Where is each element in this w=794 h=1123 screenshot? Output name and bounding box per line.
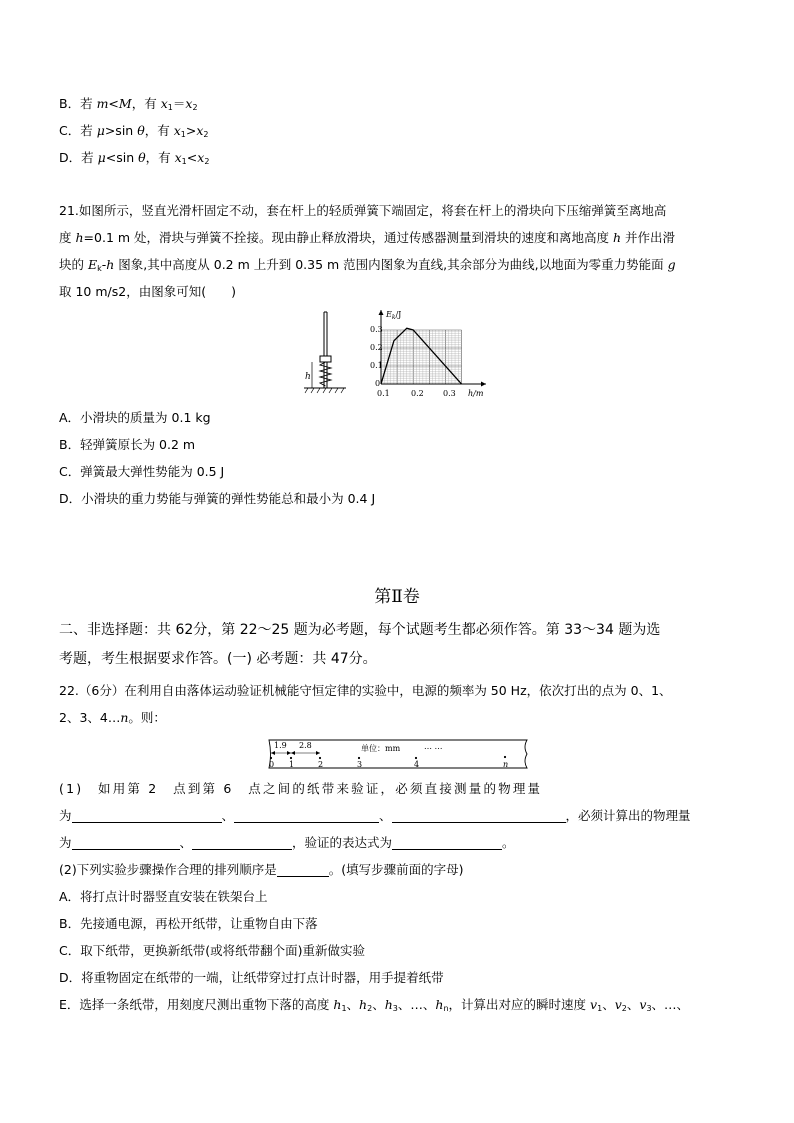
q21-option-d: D．小滑块的重力势能与弹簧的弹性势能总和最小为 0.4 J [59, 491, 376, 506]
blank-4[interactable] [72, 837, 180, 850]
option-d-prev: D．若 μ<sin θ，有 $x_1<x_2$ [59, 150, 210, 166]
y-tick-0: 0 [375, 379, 381, 388]
q22-p2: (2)下列实验步骤操作合理的排列顺序是 。(填写步骤前面的字母) [59, 862, 464, 877]
y-axis-unit: /J [395, 310, 402, 319]
q22-p1-line1: (1) 如用第 2 点到第 6 点之间的纸带来验证，必须直接测量的物理量 [59, 781, 543, 796]
q22-step-e: E．选择一条纸带，用刻度尺测出重物下落的高度 $h_1$、$h_2$、$h_3$、…、$h_n$，计算出对应的瞬时速度 $v_1$、$v_2$、$v_3$、…、 [59, 997, 690, 1013]
q22-p1-line2: 为 、 、 ，必须计算出的物理量 [59, 808, 691, 823]
tape-label-n: n [503, 760, 509, 769]
blank-6[interactable] [392, 837, 502, 850]
q21-line4: 取 10 m/s2，由图象可知( ) [59, 284, 236, 299]
q21-option-b: B．轻弹簧原长为 0.2 m [59, 437, 196, 452]
q22-step-b: B．先接通电源，再松开纸带，让重物自由下落 [59, 916, 318, 931]
tape-label-4: 4 [414, 760, 420, 769]
paper-tape-figure [265, 737, 531, 771]
q22-step-a: A．将打点计时器竖直安装在铁架台上 [59, 889, 268, 904]
tape-d1: 1.9 [274, 741, 287, 750]
blank-5[interactable] [192, 837, 292, 850]
tape-label-0: 0 [269, 760, 275, 769]
tape-d2: 2.8 [299, 741, 312, 750]
q22-p1-line3: 为 、 ，验证的表达式为 。 [59, 835, 515, 850]
ek-h-curve [381, 328, 462, 384]
blank-1[interactable] [72, 810, 222, 823]
spring-height-label: h [305, 372, 311, 382]
x-tick-0.1: 0.1 [377, 389, 390, 398]
q21-option-a: A．小滑块的质量为 0.1 kg [59, 410, 211, 425]
tape-label-1: 1 [289, 760, 295, 769]
q22-line1: 22.（6分）在利用自由落体运动验证机械能守恒定律的实验中，电源的频率为 50 Hz，依次打出的点为 0、1、 [59, 683, 672, 698]
x-tick-0.3: 0.3 [443, 389, 456, 398]
tape-label-3: 3 [357, 760, 363, 769]
tape-dots: … … [424, 742, 443, 751]
blank-3[interactable] [392, 810, 566, 823]
section-title: 第Ⅱ卷 [374, 587, 420, 607]
y-axis-sub: k [391, 314, 396, 321]
y-tick-0.1: 0.1 [370, 361, 383, 370]
q21-line3: 块的 $E_k-h$ 图象,其中高度从 0.2 m 上升到 0.35 m 范围内图象为直线,其余部分为曲线,以地面为零重力势能面 g [59, 257, 676, 273]
q22-step-d: D．将重物固定在纸带的一端，让纸带穿过打点计时器，用手提着纸带 [59, 970, 444, 985]
x-axis-label: h/m [468, 389, 484, 398]
option-c-prev: C．若 μ>sin θ，有 $x_1>x_2$ [59, 123, 209, 139]
section-desc-line2: 考题，考生根据要求作答。(一) 必考题：共 47分。 [59, 651, 377, 667]
q21-line1: 21.如图所示，竖直光滑杆固定不动，套在杆上的轻质弹簧下端固定，将套在杆上的滑块向下压缩弹簧至离地高 [59, 203, 667, 218]
spring-apparatus-figure [300, 310, 350, 396]
tape-unit: 单位：mm [361, 744, 401, 753]
x-tick-0.2: 0.2 [411, 389, 424, 398]
ek-h-chart [362, 307, 492, 403]
y-tick-0.2: 0.2 [370, 343, 383, 352]
section-desc-line1: 二、非选择题：共 62分，第 22～25 题为必考题，每个试题考生都必须作答。第 33～34 题为选 [59, 622, 661, 638]
q22-line2: 2、3、4…n。则： [59, 710, 166, 725]
y-tick-0.3: 0.3 [370, 325, 383, 334]
tape-label-2: 2 [318, 760, 324, 769]
blank-7[interactable] [277, 864, 329, 877]
y-axis-label: E [386, 310, 392, 319]
svg-text:Ek/J [385, 310, 401, 321]
q21-line2: 度 h=0.1 m 处，滑块与弹簧不拴接。现由静止释放滑块，通过传感器测量到滑块的速度和离地高度 h 并作出滑 [59, 230, 676, 245]
q22-step-c: C．取下纸带，更换新纸带(或将纸带翻个面)重新做实验 [59, 943, 365, 958]
q21-option-c: C．弹簧最大弹性势能为 0.5 J [59, 464, 225, 479]
option-b-prev: B．若 m<M，有 $x_1=x_2$ [59, 96, 198, 112]
blank-2[interactable] [234, 810, 379, 823]
